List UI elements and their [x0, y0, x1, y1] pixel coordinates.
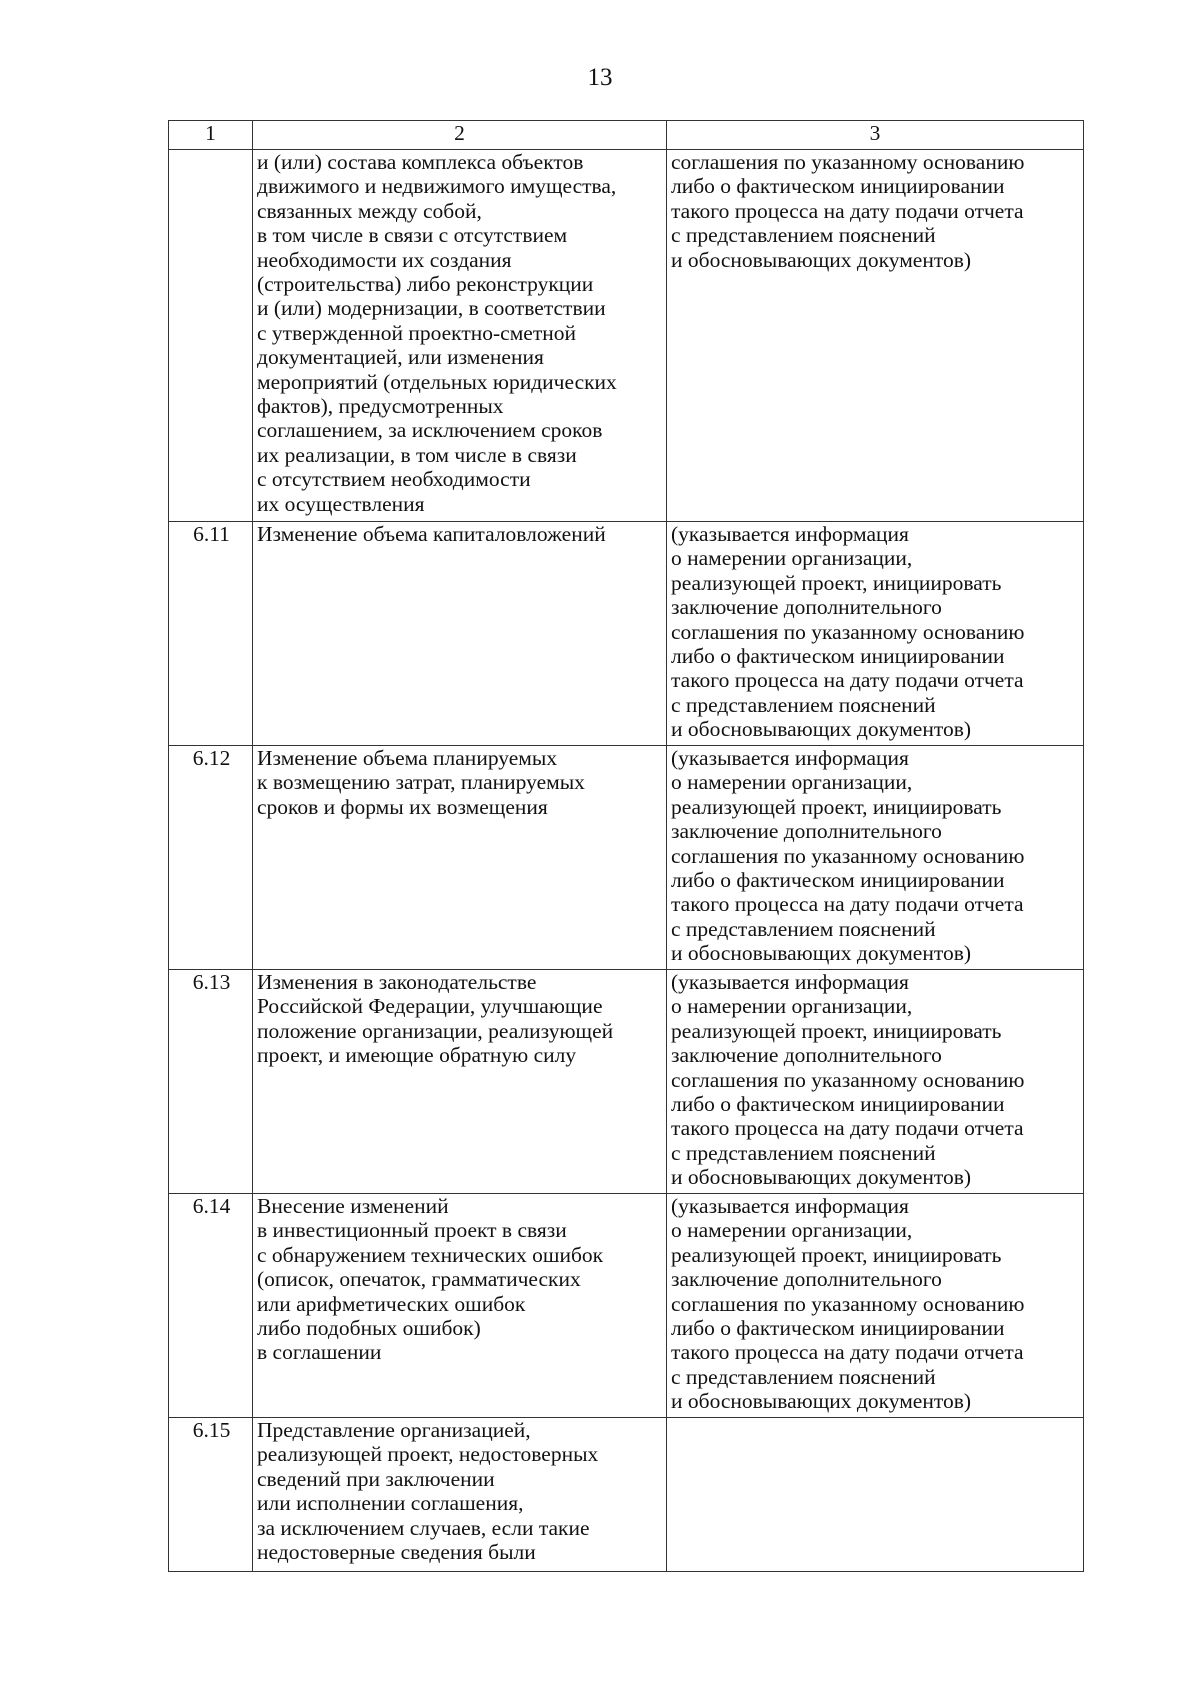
row-note: (указывается информация о намерении организации, реализующей проект, инициировать заключение дополнительного соглашения по указанному основанию либо о фактическом инициировании такого процесса на дату подачи отчета с представлением пояснений и обосновывающих документов) — [667, 746, 1084, 970]
row-number: 6.12 — [169, 746, 253, 970]
row-description: Изменения в законодательстве Российской Федерации, улучшающие положение организации, реализующей проект, и имеющие обратную силу — [253, 970, 667, 1194]
row-description: Изменение объема планируемых к возмещению затрат, планируемых сроков и формы их возмещения — [253, 746, 667, 970]
row-note: (указывается информация о намерении организации, реализующей проект, инициировать заключение дополнительного соглашения по указанному основанию либо о фактическом инициировании такого процесса на дату подачи отчета с представлением пояснений и обосновывающих документов) — [667, 1194, 1084, 1418]
header-cell-2: 2 — [253, 121, 667, 150]
document-table — [168, 120, 1084, 1572]
row-note: соглашения по указанному основанию либо о фактическом инициировании такого процесса на дату подачи отчета с представлением пояснений и обосновывающих документов) — [667, 150, 1084, 522]
table-row — [169, 746, 1084, 970]
row-description: и (или) состава комплекса объектов движимого и недвижимого имущества, связанных между собой, в том числе в связи с отсутствием необходимости их создания (строительства) либо реконструкции и (или) модернизации, в соответствии с утвержденной проектно-сметной документацией, или изменения мероприятий (отдельных юридических фактов), предусмотренных соглашением, за исключением сроков их реализации, в том числе в связи с отсутствием необходимости их осуществления — [253, 150, 667, 522]
row-number: 6.14 — [169, 1194, 253, 1418]
header-cell-3: 3 — [667, 121, 1084, 150]
row-note: (указывается информация о намерении организации, реализующей проект, инициировать заключение дополнительного соглашения по указанному основанию либо о фактическом инициировании такого процесса на дату подачи отчета с представлением пояснений и обосновывающих документов) — [667, 522, 1084, 746]
row-number: 6.13 — [169, 970, 253, 1194]
row-number: 6.11 — [169, 522, 253, 746]
table-row — [169, 970, 1084, 1194]
row-description: Внесение изменений в инвестиционный проект в связи с обнаружением технических ошибок (описок, опечаток, грамматических или арифметических ошибок либо подобных ошибок) в соглашении — [253, 1194, 667, 1418]
row-note — [667, 1418, 1084, 1572]
page-number: 13 — [587, 64, 613, 91]
row-description: Представление организацией, реализующей проект, недостоверных сведений при заключении или исполнении соглашения, за исключением случаев, если такие недостоверные сведения были — [253, 1418, 667, 1572]
table-row — [169, 150, 1084, 522]
header-cell-1: 1 — [169, 121, 253, 150]
table-row — [169, 1194, 1084, 1418]
row-description: Изменение объема капиталовложений — [253, 522, 667, 746]
table-header-row — [169, 121, 1084, 150]
row-number — [169, 150, 253, 522]
table-row — [169, 1418, 1084, 1572]
table-row — [169, 522, 1084, 746]
row-note: (указывается информация о намерении организации, реализующей проект, инициировать заключение дополнительного соглашения по указанному основанию либо о фактическом инициировании такого процесса на дату подачи отчета с представлением пояснений и обосновывающих документов) — [667, 970, 1084, 1194]
row-number: 6.15 — [169, 1418, 253, 1572]
